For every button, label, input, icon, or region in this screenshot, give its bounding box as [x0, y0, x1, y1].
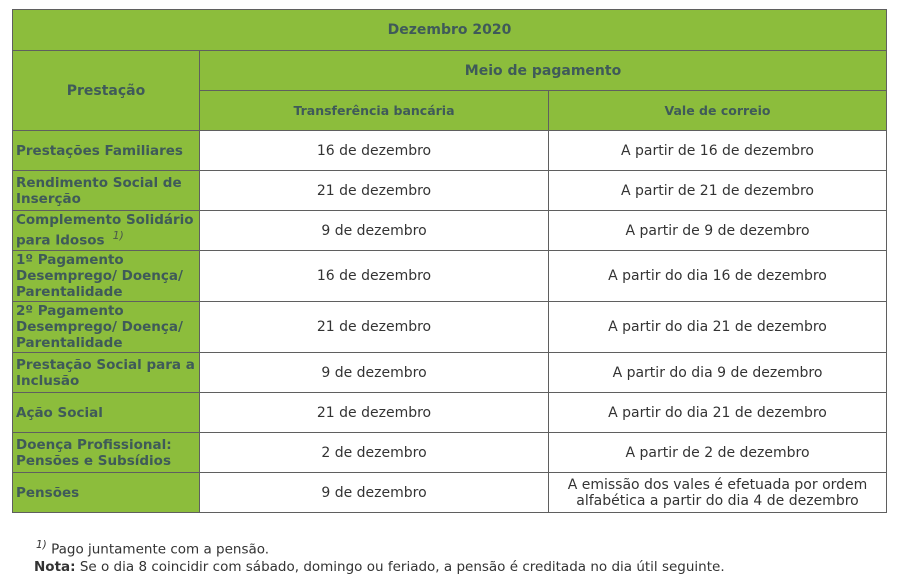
row-label: Complemento Solidário para Idosos [16, 212, 194, 249]
row-label: Prestações Familiares [13, 131, 200, 171]
table-row [13, 171, 887, 211]
table-row [13, 131, 887, 171]
vale-date: A partir do dia 21 de dezembro [549, 393, 887, 433]
payment-schedule-table [12, 9, 887, 513]
transfer-date: 9 de dezembro [200, 473, 549, 513]
vale-date: A partir de 2 de dezembro [549, 433, 887, 473]
table-row [13, 473, 887, 513]
vale-date: A partir do dia 21 de dezembro [549, 302, 887, 353]
table-title: Dezembro 2020 [13, 10, 887, 51]
row-label: 1º Pagamento Desemprego/ Doença/ Parentalidade [13, 251, 200, 302]
table-row [13, 393, 887, 433]
row-label: Doença Profissional: Pensões e Subsídios [13, 433, 200, 473]
footnote-marker: 1) [36, 539, 47, 551]
transfer-date: 16 de dezembro [200, 251, 549, 302]
table-row [13, 211, 887, 251]
nota-line [34, 559, 725, 576]
nota-label: Nota: [34, 558, 76, 575]
table-row [13, 251, 887, 302]
nota-text: Se o dia 8 coincidir com sábado, domingo ou feriado, a pensão é creditada no dia útil seguinte. [75, 558, 725, 575]
transfer-date: 9 de dezembro [200, 211, 549, 251]
vale-date: A partir de 21 de dezembro [549, 171, 887, 211]
vale-date: A emissão dos vales é efetuada por ordem alfabética a partir do dia 4 de dezembro [549, 473, 887, 513]
footnote-marker: 1) [112, 229, 124, 243]
footnotes [36, 537, 725, 576]
table-row [13, 433, 887, 473]
transfer-date: 21 de dezembro [200, 393, 549, 433]
vale-date: A partir de 9 de dezembro [549, 211, 887, 251]
transfer-date: 21 de dezembro [200, 302, 549, 353]
transfer-column-header: Transferência bancária [200, 91, 549, 131]
vale-column-header: Vale de correio [549, 91, 887, 131]
row-label: 2º Pagamento Desemprego/ Doença/ Parentalidade [13, 302, 200, 353]
prestacao-header: Prestação [13, 51, 200, 131]
table-row [13, 302, 887, 353]
row-label: Ação Social [13, 393, 200, 433]
vale-date: A partir do dia 9 de dezembro [549, 353, 887, 393]
table-row [13, 353, 887, 393]
transfer-date: 16 de dezembro [200, 131, 549, 171]
row-label: Pensões [13, 473, 200, 513]
transfer-date: 9 de dezembro [200, 353, 549, 393]
footnote-text: Pago juntamente com a pensão. [46, 541, 270, 558]
row-label: Prestação Social para a Inclusão [13, 353, 200, 393]
row-label: Rendimento Social de Inserção [13, 171, 200, 211]
row-label-with-note [13, 211, 200, 251]
meio-pagamento-header: Meio de pagamento [200, 51, 887, 91]
footnote-1 [36, 537, 725, 559]
vale-date: A partir de 16 de dezembro [549, 131, 887, 171]
transfer-date: 2 de dezembro [200, 433, 549, 473]
transfer-date: 21 de dezembro [200, 171, 549, 211]
vale-date: A partir do dia 16 de dezembro [549, 251, 887, 302]
